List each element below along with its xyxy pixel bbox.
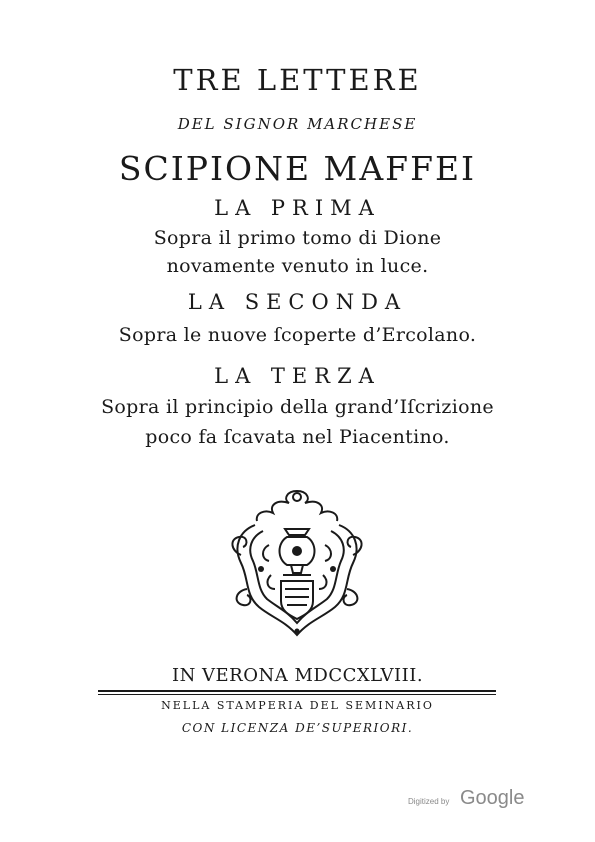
ornament-icon (225, 485, 370, 640)
second-letter-line-1: Sopra le nuove ſcoperte d’Ercolano. (118, 324, 477, 346)
author-prefix: DEL SIGNOR MARCHESE (177, 115, 418, 133)
imprint-place-date: IN VERONA MDCCXLVIII. (171, 665, 424, 686)
digitization-watermark (402, 784, 552, 814)
book-title: TRE LETTERE (173, 63, 422, 97)
imprint-rule-thin (98, 694, 496, 695)
author-name: SCIPIONE MAFFEI (118, 149, 477, 188)
imprint-rule-thick (98, 690, 496, 692)
google-logo: Google (460, 787, 525, 809)
digitized-by-text: Digitized by (408, 797, 450, 806)
second-letter-heading: LA SECONDA (187, 290, 408, 314)
imprint-license: CON LICENZA DE’SUPERIORI. (181, 721, 414, 735)
first-letter-line-2: novamente venuto in luce. (166, 255, 429, 277)
third-letter-heading: LA TERZA (214, 364, 381, 388)
first-letter-line-1: Sopra il primo tomo di Dione (153, 227, 442, 249)
first-letter-heading: LA PRIMA (214, 196, 381, 220)
third-letter-line-1: Sopra il principio della grand’Iſcrizione (101, 396, 494, 418)
imprint-press: NELLA STAMPERIA DEL SEMINARIO (161, 699, 434, 712)
third-letter-line-2: poco fa ſcavata nel Piacentino. (145, 426, 450, 448)
